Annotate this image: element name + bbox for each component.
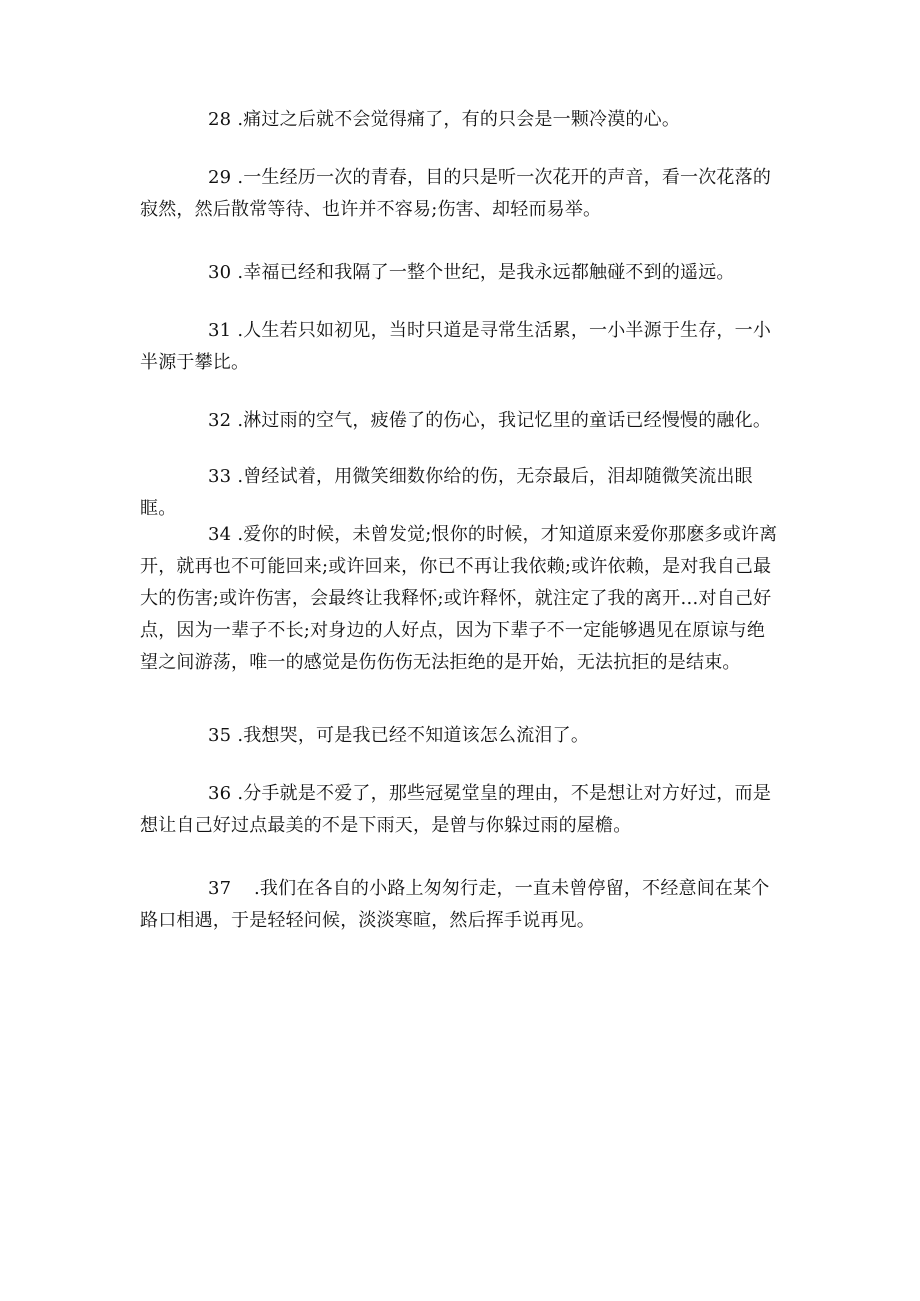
item-number: 29 — [208, 167, 232, 188]
list-item — [140, 162, 780, 226]
list-item — [140, 461, 780, 525]
list-item — [140, 778, 780, 842]
item-text: 爱你的时候，未曾发觉;恨你的时候，才知道原来爱你那麽多或许离开，就再也不可能回来;或许回来，你已不再让我依赖;或许依赖，是对我自己最大的伤害;或许伤害，会最终让我释怀;或许释怀，就注定了我的离开…对自己好点，因为一辈子不长;对身边的人好点，因为下辈子不一定能够遇见在原谅与绝望之间游荡，唯一的感觉是伤伤伤无法拒绝的是开始，无法抗拒的是结束。 — [140, 524, 778, 673]
list-item — [140, 519, 780, 679]
item-text: 曾经试着，用微笑细数你给的伤，无奈最后，泪却随微笑流出眼眶。 — [140, 466, 753, 519]
item-number: 35 — [208, 725, 232, 746]
item-number: 31 — [208, 320, 232, 341]
list-item — [140, 720, 780, 752]
item-dot: . — [237, 262, 244, 283]
item-text: 痛过之后就不会觉得痛了，有的只会是一颗冷漠的心。 — [243, 109, 681, 130]
item-dot: . — [237, 466, 244, 487]
list-item — [140, 104, 780, 136]
item-number: 37 — [208, 878, 232, 899]
item-text: 分手就是不爱了，那些冠冕堂皇的理由，不是想让对方好过，而是想让自己好过点最美的不是下雨天，是曾与你躲过雨的屋檐。 — [140, 783, 772, 836]
item-dot: . — [237, 410, 244, 431]
item-text: 我们在各自的小路上匆匆行走，一直未曾停留，不经意间在某个路口相遇，于是轻轻问候，淡淡寒暄，然后挥手说再见。 — [140, 878, 770, 931]
list-item — [140, 873, 780, 937]
item-text: 我想哭，可是我已经不知道该怎么流泪了。 — [243, 725, 590, 746]
item-number: 33 — [208, 466, 232, 487]
item-text: 淋过雨的空气，疲倦了的伤心，我记忆里的童话已经慢慢的融化。 — [243, 410, 772, 431]
item-number: 32 — [208, 410, 232, 431]
item-dot: . — [237, 524, 244, 545]
item-text: 一生经历一次的青春，目的只是听一次花开的声音，看一次花落的寂然，然后散常等待、也许并不容易;伤害、却轻而易举。 — [140, 167, 772, 220]
item-dot: . — [237, 109, 244, 130]
item-dot: . — [237, 320, 244, 341]
list-item — [140, 405, 780, 437]
item-dot: . — [254, 878, 260, 899]
item-number: 36 — [208, 783, 232, 804]
item-dot: . — [237, 783, 244, 804]
list-item — [140, 315, 780, 379]
list-item — [140, 257, 780, 289]
item-dot: . — [237, 725, 244, 746]
item-number: 30 — [208, 262, 232, 283]
item-dot: . — [237, 167, 244, 188]
item-text: 人生若只如初见，当时只道是寻常生活累，一小半源于生存，一小半源于攀比。 — [140, 320, 772, 373]
item-text: 幸福已经和我隔了一整个世纪，是我永远都触碰不到的遥远。 — [243, 262, 735, 283]
item-number: 28 — [208, 109, 232, 130]
item-number: 34 — [208, 524, 232, 545]
